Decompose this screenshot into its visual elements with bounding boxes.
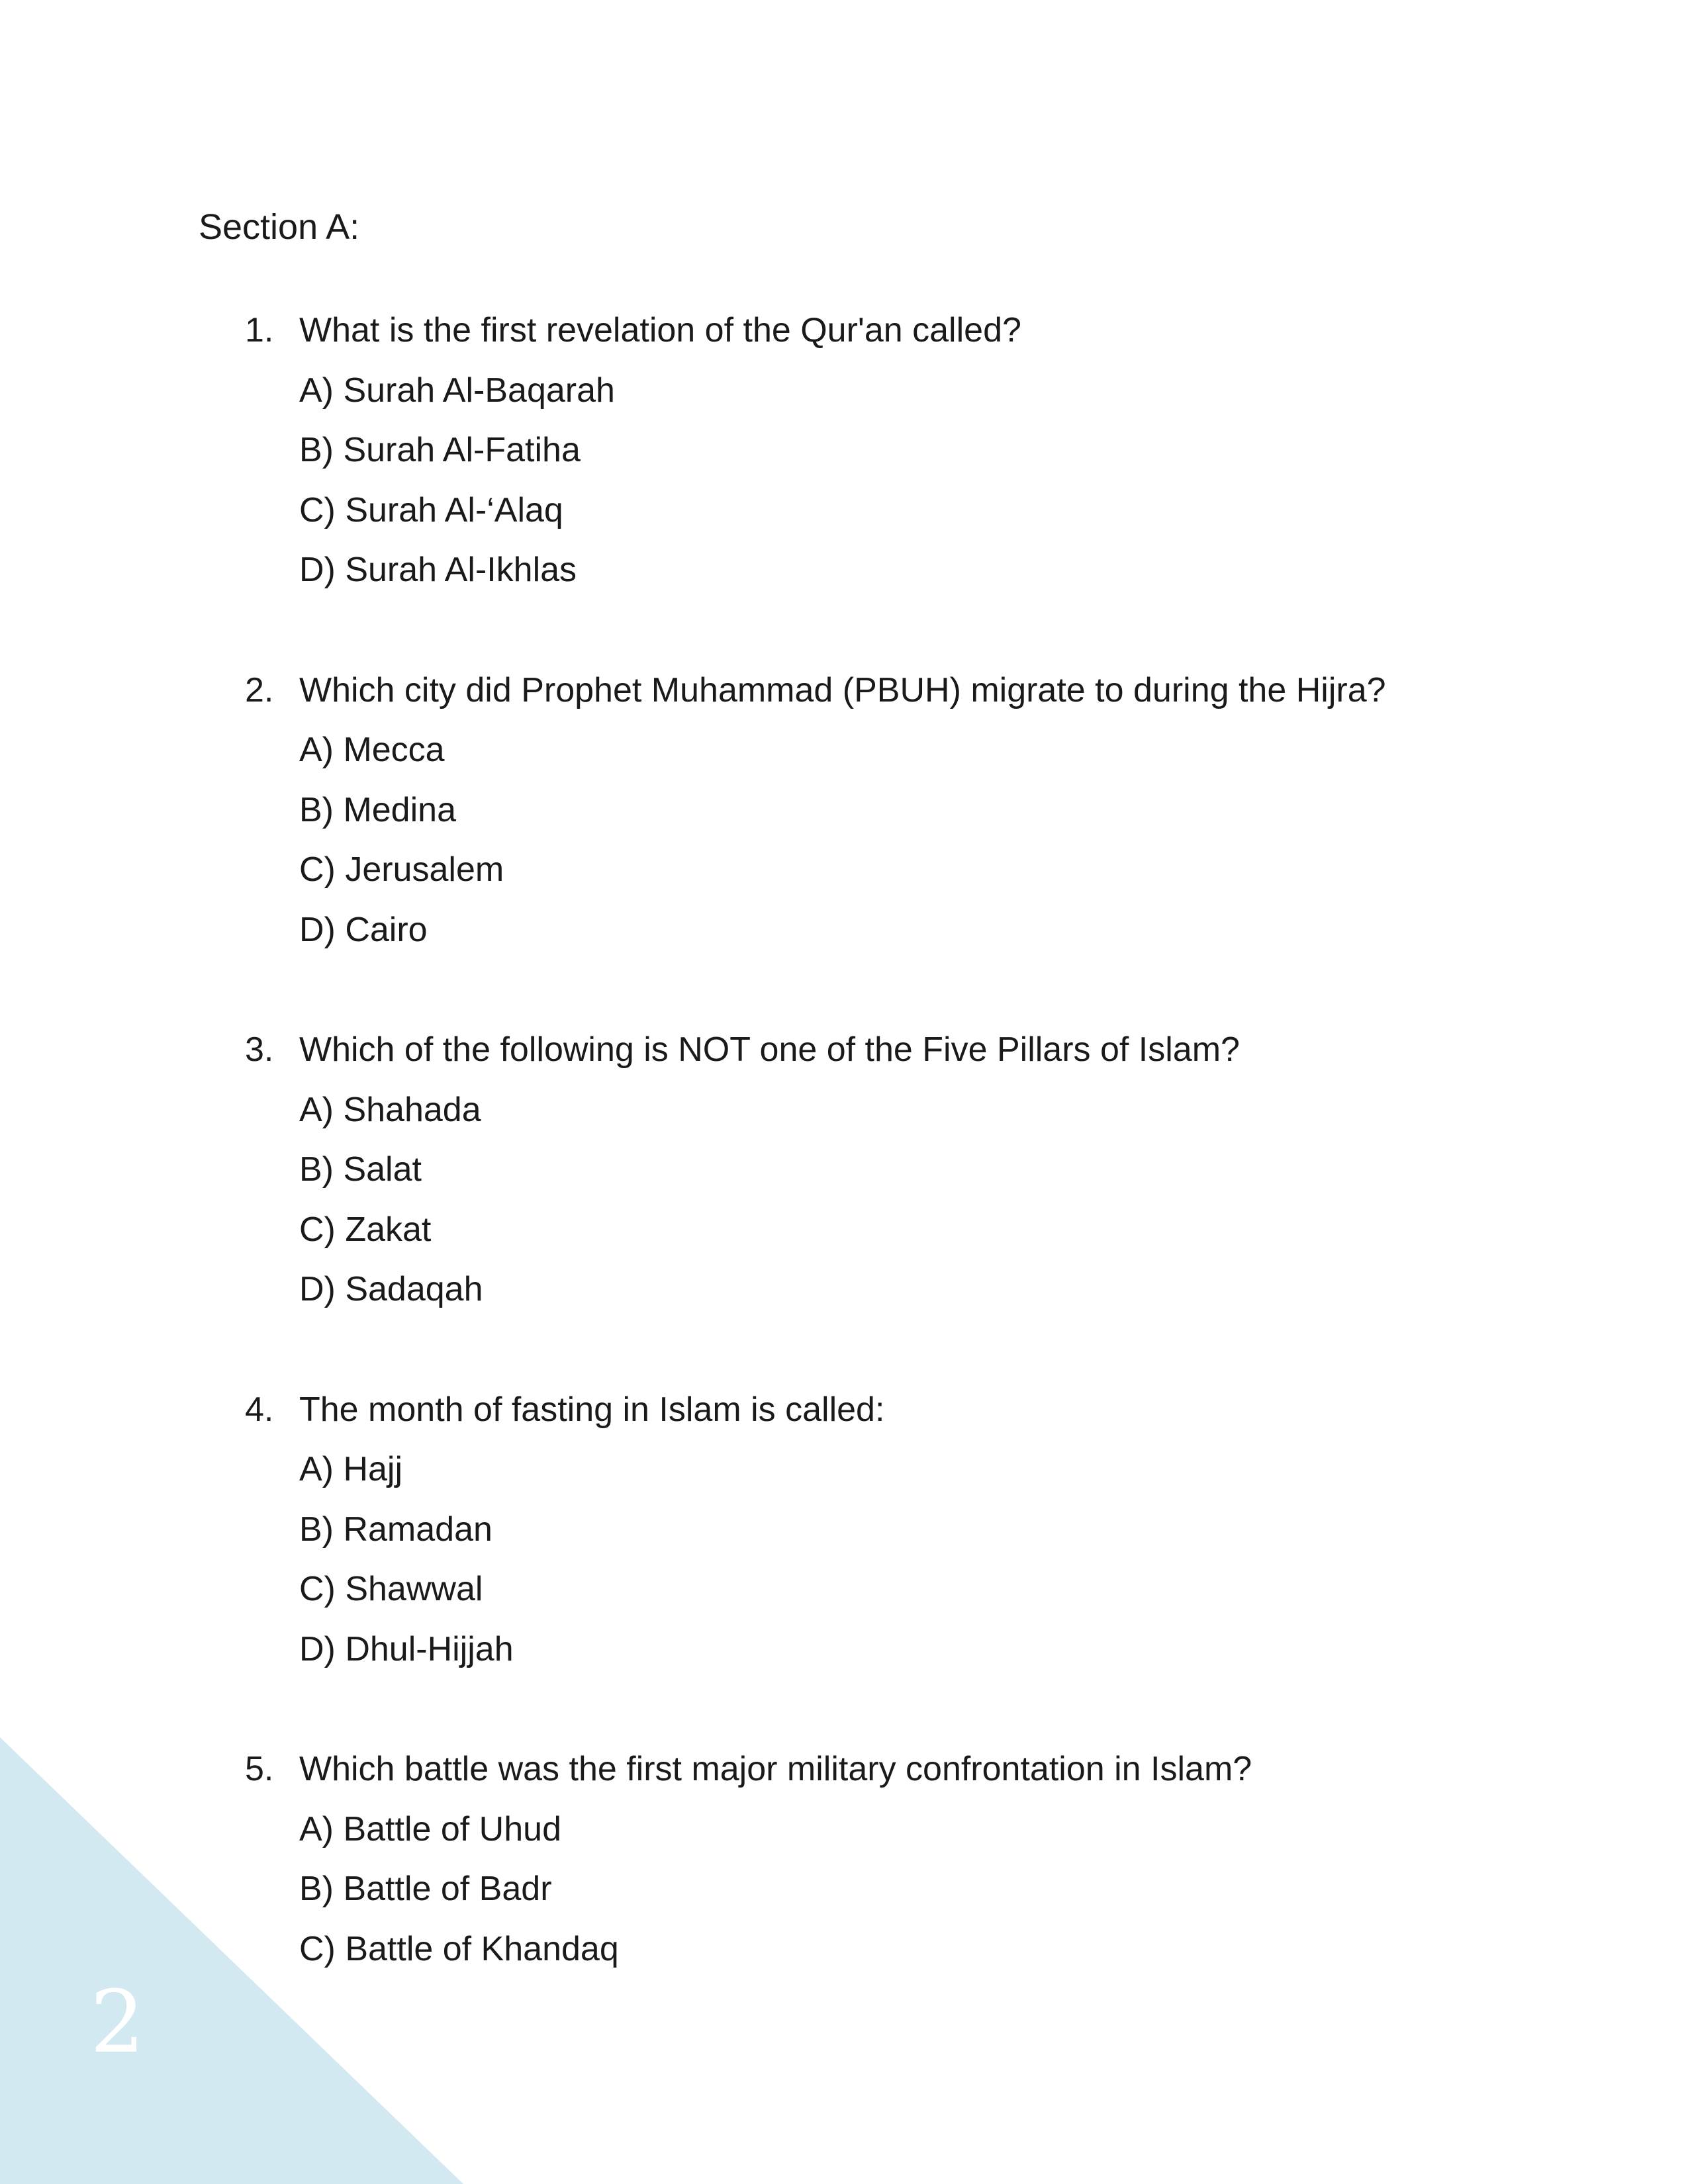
question-line <box>245 1380 1569 1440</box>
answer-options <box>245 720 1569 960</box>
question-line <box>245 1739 1569 1799</box>
question-text: Which of the following is NOT one of the Five Pillars of Islam? <box>299 1030 1240 1069</box>
question-text: The month of fasting in Islam is called: <box>299 1390 885 1429</box>
answer-options <box>245 1439 1569 1679</box>
answer-option: A) Mecca <box>299 731 445 769</box>
question-text: What is the first revelation of the Qur'an called? <box>299 311 1021 349</box>
answer-option: A) Hajj <box>299 1450 403 1488</box>
answer-option: D) Surah Al-Ikhlas <box>299 551 577 589</box>
answer-option: A) Surah Al-Baqarah <box>299 371 615 410</box>
answer-option: C) Battle of Khandaq <box>299 1929 619 1968</box>
question-line <box>245 300 1569 361</box>
question-item <box>245 300 1569 600</box>
answer-option: C) Shawwal <box>299 1570 483 1608</box>
answer-option: D) Cairo <box>299 910 428 949</box>
question-text: Which battle was the first major military confrontation in Islam? <box>299 1750 1252 1788</box>
answer-option: C) Zakat <box>299 1210 432 1249</box>
question-item <box>245 1020 1569 1320</box>
question-list <box>245 300 1569 2039</box>
answer-option: B) Battle of Badr <box>299 1870 552 1908</box>
answer-option: C) Jerusalem <box>299 850 504 889</box>
answer-option: D) Sadaqah <box>299 1270 483 1308</box>
page-number: 2 <box>90 1972 145 2072</box>
question-number: 1. <box>245 311 274 349</box>
section-title: Section A: <box>199 207 360 247</box>
question-number: 3. <box>245 1030 274 1069</box>
answer-option: D) Dhul-Hijjah <box>299 1629 514 1668</box>
question-number: 4. <box>245 1390 274 1429</box>
answer-option: B) Medina <box>299 790 456 829</box>
answer-option: B) Ramadan <box>299 1510 492 1549</box>
question-number: 2. <box>245 670 274 709</box>
question-number: 5. <box>245 1750 274 1788</box>
answer-option: B) Salat <box>299 1150 422 1189</box>
question-text: Which city did Prophet Muhammad (PBUH) migrate to during the Hijra? <box>299 670 1386 709</box>
answer-option: A) Shahada <box>299 1090 481 1129</box>
question-line <box>245 660 1569 721</box>
answer-options <box>245 1799 1569 1979</box>
question-item <box>245 1380 1569 1680</box>
answer-options <box>245 361 1569 600</box>
question-line <box>245 1020 1569 1080</box>
answer-option: C) Surah Al-‘Alaq <box>299 490 563 529</box>
question-item <box>245 660 1569 960</box>
answer-option: B) Surah Al-Fatiha <box>299 431 581 469</box>
answer-options <box>245 1080 1569 1320</box>
answer-option: A) Battle of Uhud <box>299 1809 561 1848</box>
question-item <box>245 1739 1569 1979</box>
